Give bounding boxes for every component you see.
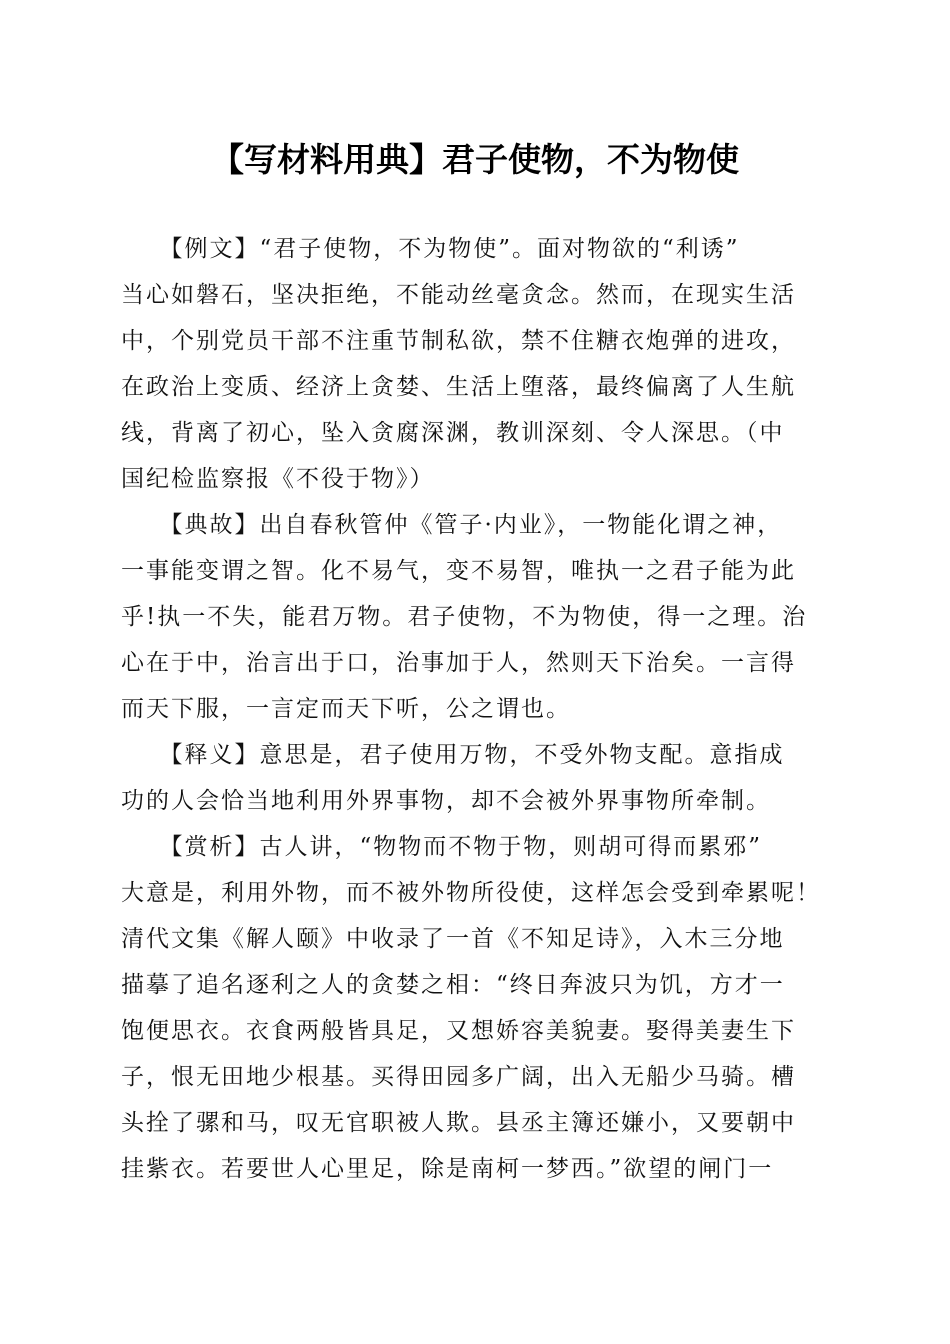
document-body [121, 226, 833, 1192]
text-line: 【释义】意思是，君子使用万物，不受外物支配。意指成 [121, 742, 785, 768]
text-line: 【例文】“君子使物，不为物使”。面对物欲的“利诱” [121, 236, 740, 262]
paragraph-example [121, 226, 833, 502]
text-line: 功的人会恰当地利用外界事物，却不会被外界事物所牵制。 [121, 788, 771, 814]
text-line: 中，个别党员干部不注重节制私欲，禁不住糖衣炮弹的进攻， [121, 328, 796, 354]
text-line: 头拴了骡和马，叹无官职被人欺。县丞主簿还嫌小，又要朝中 [121, 1110, 796, 1136]
text-line: 【典故】出自春秋管仲《管子·内业》，一物能化谓之神， [121, 512, 783, 538]
text-line: 心在于中，治言出于口，治事加于人，然则天下治矣。一言得 [121, 650, 796, 676]
text-line: 线，背离了初心，坠入贪腐深渊，教训深刻、令人深思。（中 [121, 420, 785, 446]
text-line: 在政治上变质、经济上贪婪、生活上堕落，最终偏离了人生航 [121, 374, 796, 400]
text-line: 当心如磐石，坚决拒绝，不能动丝毫贪念。然而，在现实生活 [121, 282, 796, 308]
paragraph-meaning [121, 732, 833, 824]
text-line: 挂紫衣。若要世人心里足，除是南柯一梦西。”欲望的闸门一 [121, 1156, 774, 1182]
text-line: 子，恨无田地少根基。买得田园多广阔，出入无船少马骑。槽 [121, 1064, 796, 1090]
document-title: 【写材料用典】君子使物，不为物使 [211, 140, 739, 179]
text-line: 一事能变谓之智。化不易气，变不易智，唯执一之君子能为此 [121, 558, 796, 584]
text-line: 大意是，利用外物，而不被外物所役使，这样怎会受到牵累呢！ [121, 880, 821, 906]
text-line: 描摹了追名逐利之人的贪婪之相：“终日奔波只为饥，方才一 [121, 972, 785, 998]
text-line: 乎!执一不失，能君万物。君子使物，不为物使，得一之理。治 [121, 604, 808, 630]
text-line: 【赏析】古人讲，“物物而不物于物，则胡可得而累邪” [121, 834, 763, 860]
paragraph-allusion [121, 502, 833, 732]
text-line: 清代文集《解人颐》中收录了一首《不知足诗》，入木三分地 [121, 926, 785, 952]
paragraph-appreciation [121, 824, 833, 1192]
text-line: 饱便思衣。衣食两般皆具足，又想娇容美貌妻。娶得美妻生下 [121, 1018, 796, 1044]
text-line: 国纪检监察报《不役于物》） [121, 466, 435, 492]
text-line: 而天下服，一言定而天下听，公之谓也。 [121, 696, 571, 722]
